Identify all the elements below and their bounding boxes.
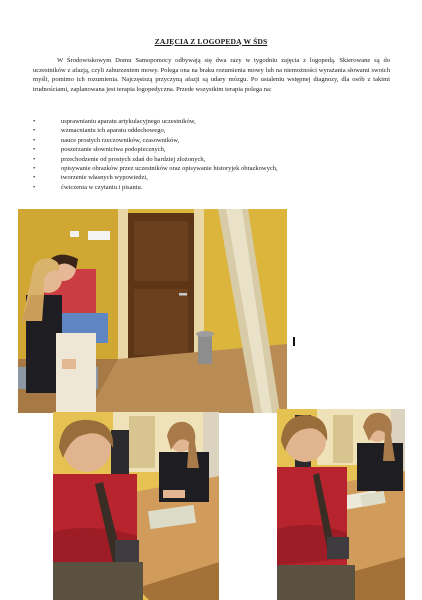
- photo-table-session-2-image: [277, 409, 405, 600]
- list-item-text: przechodzenie od prostych zdań do bardziej złożonych,: [61, 155, 206, 163]
- list-item-text: poszerzanie słownictwa podopiecznych,: [61, 146, 166, 154]
- list-item: [33, 145, 393, 154]
- photo-table-session-1-image: [53, 412, 219, 600]
- list-item: [33, 183, 393, 192]
- bullet-marker: •: [33, 155, 36, 163]
- bullet-marker: •: [33, 146, 36, 154]
- bullet-marker: •: [33, 165, 36, 173]
- list-item: [33, 126, 393, 135]
- list-item-text: tworzenie własnych wypowiedzi,: [61, 174, 148, 182]
- list-item-text: ćwiczenia w czytaniu i pisaniu.: [61, 183, 143, 191]
- bullet-marker: •: [33, 183, 36, 191]
- list-item: [33, 117, 393, 126]
- photo-therapy-room: [18, 209, 287, 413]
- photo-table-session-1: [53, 412, 219, 600]
- list-item: [33, 173, 393, 182]
- list-item-text: opisywanie obrazków przez uczestników oraz opisywanie historyjek obrazkowych,: [61, 165, 278, 173]
- list-item-text: nauce prostych rzeczowników, czasowników,: [61, 136, 180, 144]
- photo-therapy-room-image: [18, 209, 287, 413]
- bullet-marker: •: [33, 127, 36, 135]
- list-item: [33, 155, 393, 164]
- list-item-text: usprawnianiu aparatu artykulacyjnego uczestników,: [61, 118, 196, 125]
- bullet-marker: •: [33, 118, 36, 125]
- bullet-marker: •: [33, 174, 36, 182]
- list-item: [33, 136, 393, 145]
- list-item-text: wzmacnianiu ich aparatu oddechowego,: [61, 127, 166, 135]
- document-title: ZAJĘCIA Z LOGOPEDĄ W ŚDS: [154, 37, 268, 46]
- bullet-marker: •: [33, 136, 36, 144]
- therapy-list: [33, 117, 393, 192]
- text-cursor-mark: [293, 337, 295, 346]
- photo-table-session-2: [277, 409, 405, 600]
- intro-paragraph: W Środowiskowym Domu Samopomocy odbywają się dwa razy w tygodniu zajęcia z logopedą. Skierowane są do uczestników z afazją, czyli zaburzeniem mowy. Polega ona na braku rozumienia mowy lub na niemożności wyrażania słowami swoich myśli, pomimo ich rozumienia. Najczęstszą przyczyną afazji są udary mózgu. Po ustaleniu wstępnej diagnozy, dla osób z takimi trudnościami, zaplanowana jest terapia logopedyczna. Przede wszystkim terapia polega na:: [33, 57, 390, 93]
- list-item: [33, 164, 393, 173]
